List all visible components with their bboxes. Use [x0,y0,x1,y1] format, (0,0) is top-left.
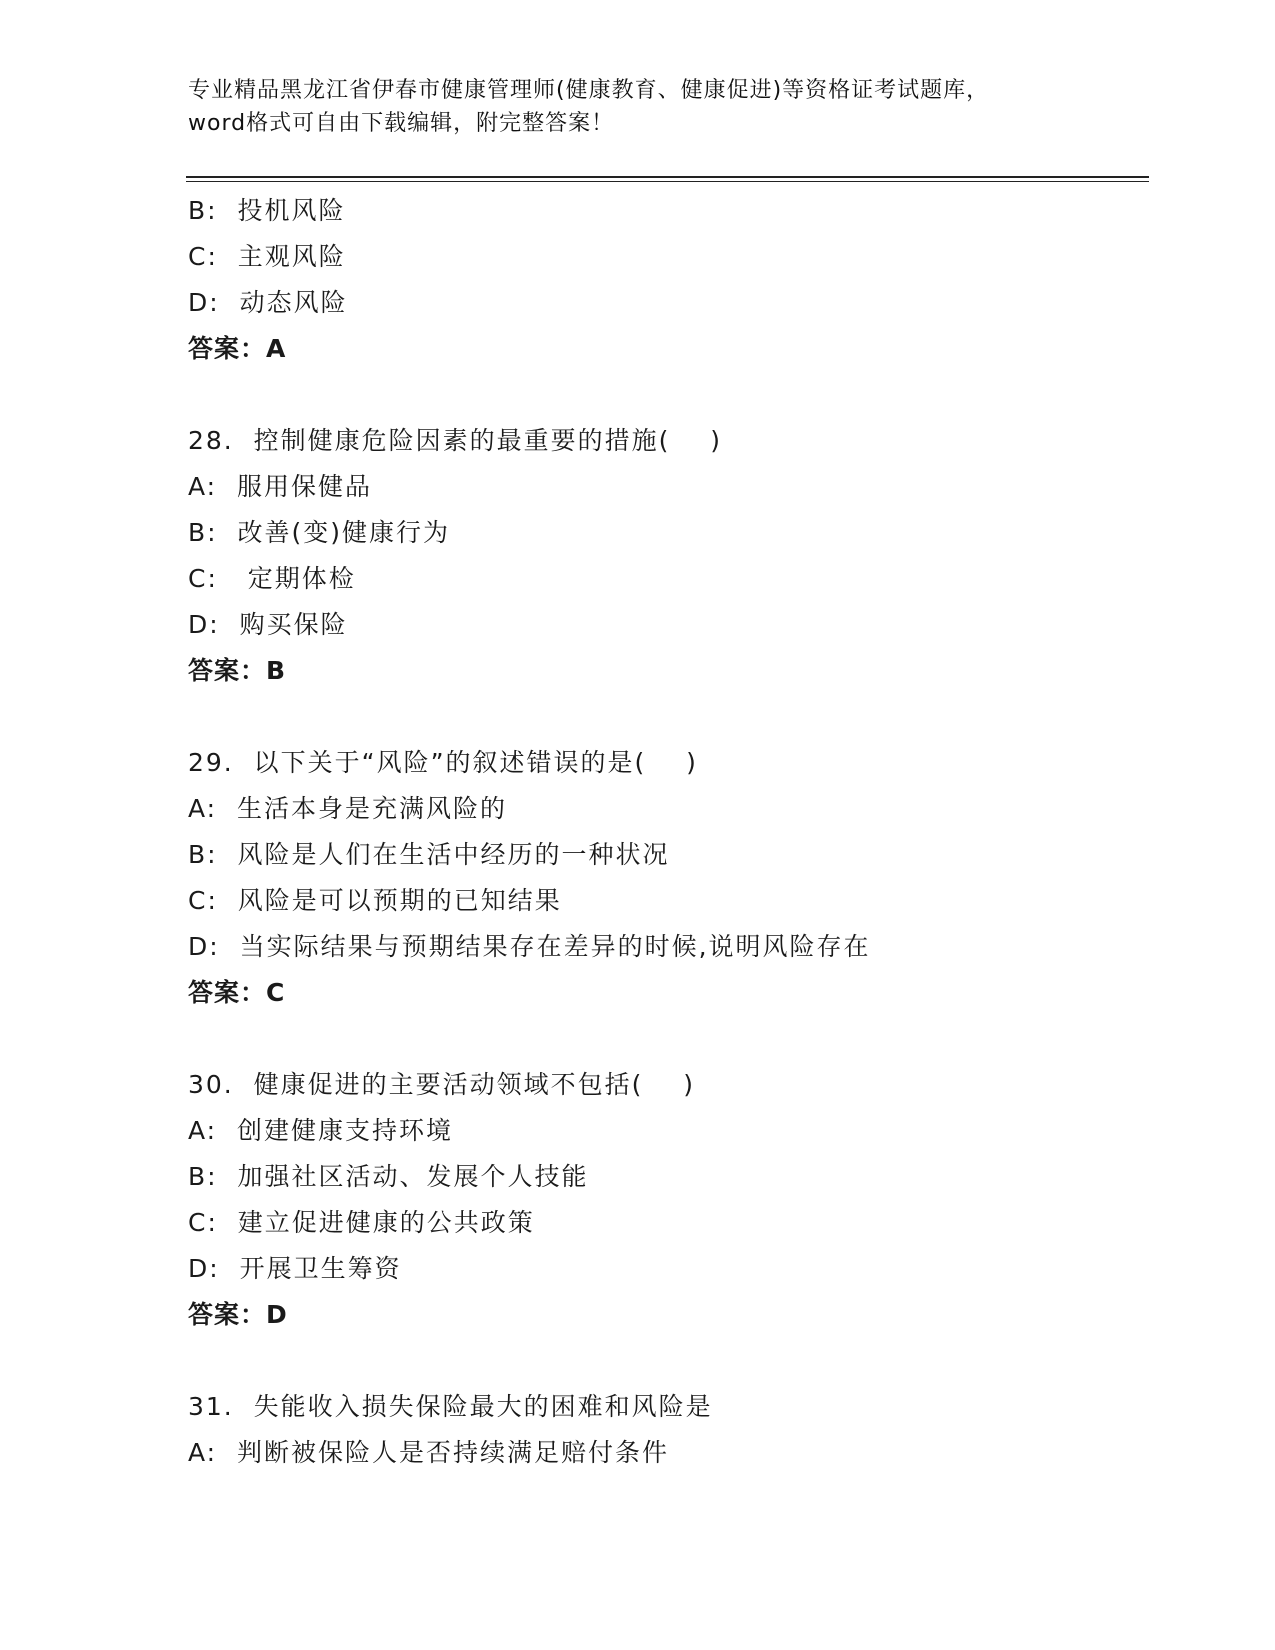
option-b: B: 改善(变)健康行为 [188,518,450,547]
spacer [188,1016,1148,1062]
option-a: A: 创建健康支持环境 [188,1116,453,1145]
option-c: C: 风险是可以预期的已知结果 [188,886,562,915]
option-c: C: 主观风险 [188,242,346,271]
header-divider-thin [186,181,1149,182]
option-a: A: 生活本身是充满风险的 [188,794,507,823]
question-stem: 28. 控制健康危险因素的最重要的措施( ) [188,426,722,455]
answer-line: 答案：B [188,656,287,685]
answer-line: 答案：D [188,1300,288,1329]
option-d: D: 当实际结果与预期结果存在差异的时候,说明风险存在 [188,932,871,961]
option-b: B: 投机风险 [188,196,346,225]
option-c: C: 建立促进健康的公共政策 [188,1208,535,1237]
spacer [188,694,1148,740]
spacer [188,1338,1148,1384]
option-b: B: 加强社区活动、发展个人技能 [188,1162,589,1191]
document-header [188,74,1148,140]
header-divider-thick [186,176,1149,178]
option-c: C: 定期体检 [188,564,356,593]
option-d: D: 购买保险 [188,610,348,639]
header-line-1: 专业精品黑龙江省伊春市健康管理师(健康教育、健康促进)等资格证考试题库， [188,78,990,103]
question-stem: 29. 以下关于“风险”的叙述错误的是( ) [188,748,698,777]
option-d: D: 开展卫生筹资 [188,1254,402,1283]
question-stem: 30. 健康促进的主要活动领域不包括( ) [188,1070,695,1099]
option-a: A: 服用保健品 [188,472,372,501]
answer-line: 答案：A [188,334,287,363]
question-body [188,188,1148,1476]
header-line-2: word格式可自由下载编辑，附完整答案！ [188,111,615,136]
option-a: A: 判断被保险人是否持续满足赔付条件 [188,1438,669,1467]
option-d: D: 动态风险 [188,288,348,317]
question-stem: 31. 失能收入损失保险最大的困难和风险是 [188,1392,713,1421]
answer-line: 答案：C [188,978,286,1007]
option-b: B: 风险是人们在生活中经历的一种状况 [188,840,670,869]
spacer [188,372,1148,418]
